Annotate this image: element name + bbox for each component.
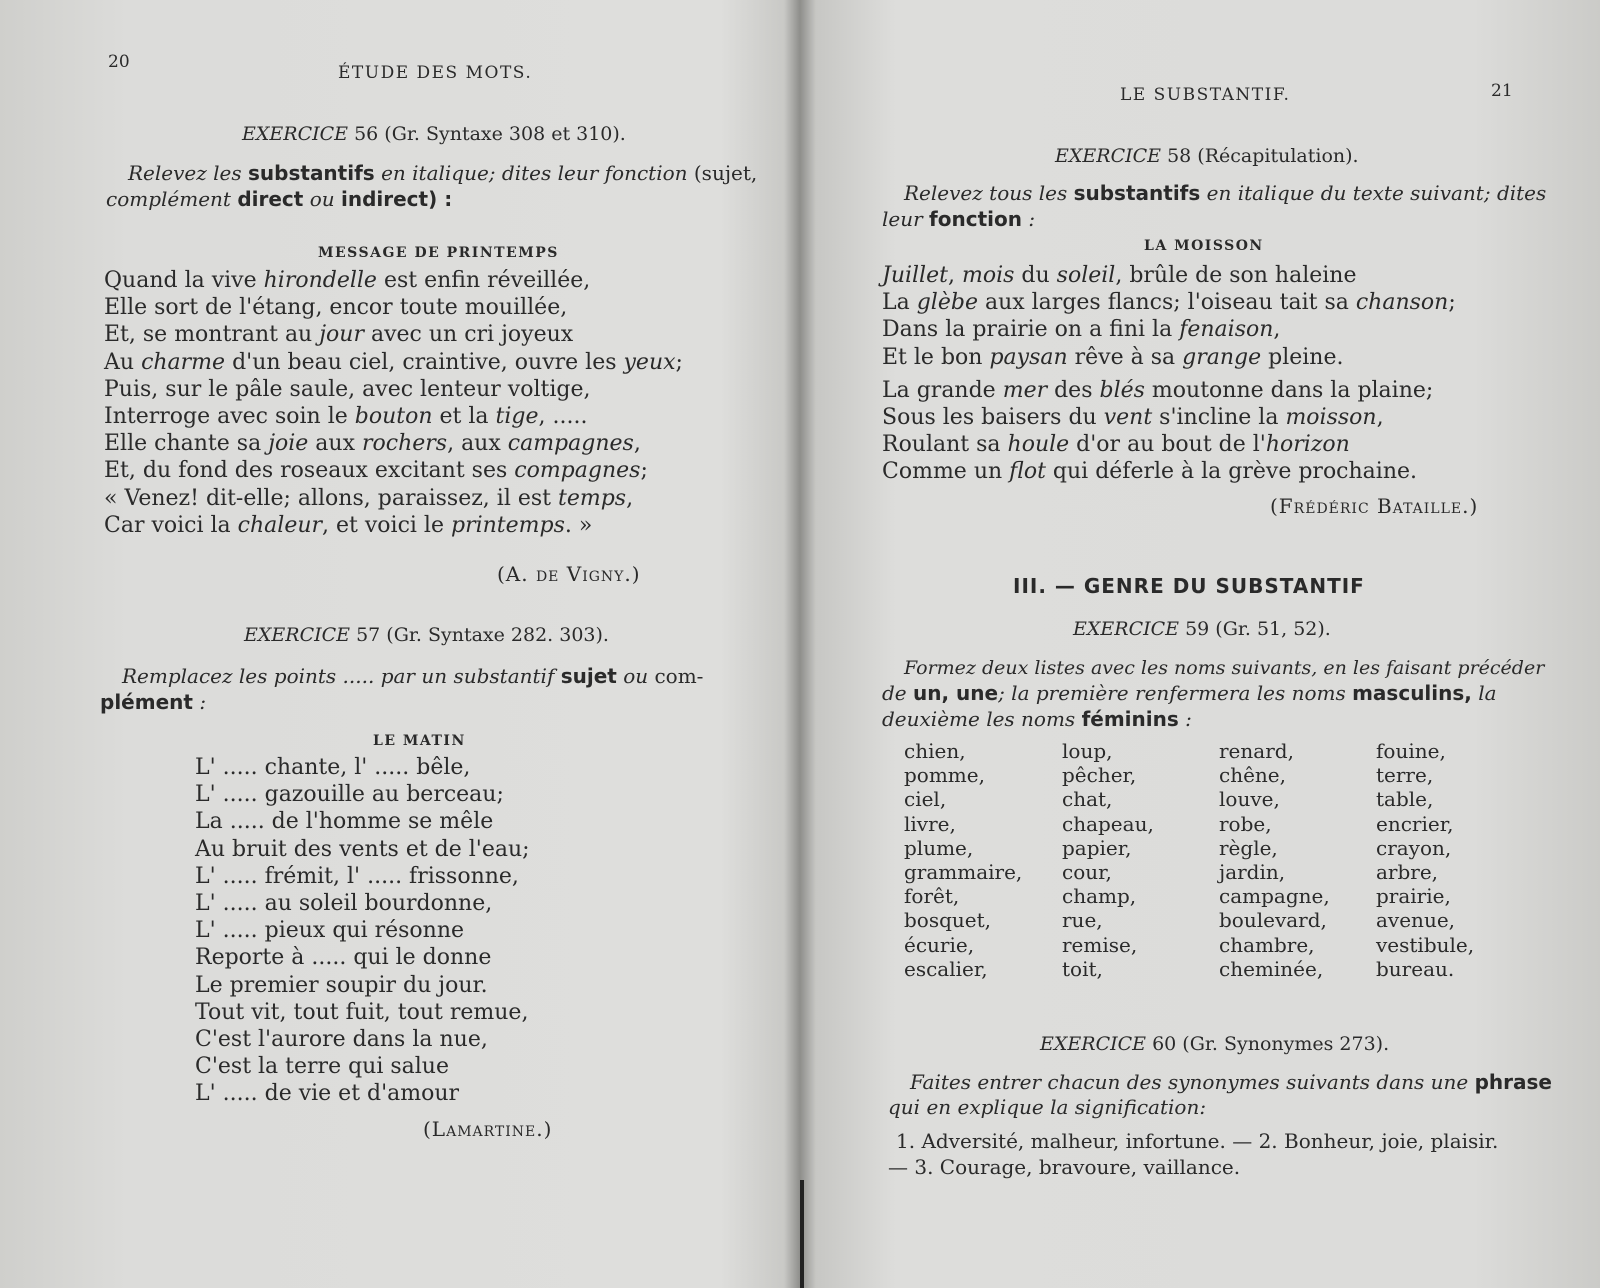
instr-text: : [1185,707,1192,731]
exercise-label: EXERCICE [244,624,351,646]
poem-line: Au bruit des vents et de l'eau; [195,836,530,862]
noun-column-1 [904,739,1022,981]
exercise-60-instruction-line1 [910,1069,1552,1096]
poem-author: (Frédéric Bataille.) [1270,494,1479,518]
noun-item: robe, [1219,811,1272,836]
poem-line: C'est l'aurore dans la nue, [195,1027,488,1053]
exercise-ref: 56 (Gr. Syntaxe 308 et 310). [354,123,626,145]
instr-text: en italique; dites leur fonction [381,161,688,185]
exercise-57-heading [244,624,609,646]
instr-keyword: féminins [1081,707,1179,731]
poem-line: Et, du fond des roseaux excitant ses compagnes; [104,458,648,484]
exercise-ref: 57 (Gr. Syntaxe 282. 303). [356,624,609,646]
exercise-56-instruction-line1 [128,160,757,187]
instr-text: : [1028,207,1036,231]
noun-item: pêcher, [1062,763,1137,788]
poem-message-de-printemps [104,267,683,539]
noun-item: avenue, [1376,908,1456,933]
instr-text: ou [623,664,649,688]
binding-gutter [800,1180,804,1288]
exercise-59-heading [1073,618,1331,640]
noun-item: rue, [1062,908,1103,933]
poem-line: La grande mer des blés moutonne dans la plaine; [882,377,1434,403]
poem-line: C'est la terre qui salue [195,1054,449,1080]
poem-line: L' ..... de vie et d'amour [195,1081,460,1107]
instr-text: ; la première renfermera les noms [998,681,1346,705]
exercise-60-instruction-line2: qui en explique la signification: [888,1095,1207,1119]
poem-line: L' ..... au soleil bourdonne, [195,891,493,917]
noun-item: chêne, [1219,763,1286,788]
instr-text: ou [309,187,335,211]
poem-line: Dans la prairie on a fini la fenaison, [882,317,1281,343]
exercise-label: EXERCICE [1073,618,1180,640]
running-head: ÉTUDE DES MOTS. [338,63,533,83]
instr-text: Relevez les [128,161,242,185]
noun-item: chapeau, [1062,811,1154,836]
poem-author: (Lamartine.) [423,1117,553,1141]
poem-title: LE MATIN [373,733,466,749]
poem-line: Tout vit, tout fuit, tout remue, [195,999,529,1025]
noun-item: arbre, [1376,860,1439,885]
poem-title: LA MOISSON [1144,238,1264,254]
noun-item: pomme, [904,763,985,788]
poem-line: L' ..... frémit, l' ..... frissonne, [195,863,519,889]
noun-item: ciel, [904,787,947,812]
exercise-57-instruction-line1 [122,663,703,690]
exercise-label: EXERCICE [1040,1033,1147,1055]
noun-item: papier, [1062,835,1132,860]
poem-line: Quand la vive hirondelle est enfin réveillée, [104,268,591,293]
poem-line: Elle chante sa joie aux rochers, aux campagnes, [104,431,641,457]
noun-item: grammaire, [904,860,1023,885]
exercise-60-heading [1040,1033,1389,1055]
poem-line: L' ..... chante, l' ..... bêle, [195,755,471,780]
poem-line: « Venez! dit-elle; allons, paraissez, il est temps, [104,485,634,511]
poem-line: Et le bon paysan rêve à sa grange pleine. [882,344,1344,370]
poem-title: MESSAGE DE PRINTEMPS [318,245,559,261]
instr-keyword: fonction [929,207,1022,231]
instr-keyword: indirect) : [340,187,453,211]
noun-item: escalier, [904,956,988,981]
instr-keyword: direct [237,187,304,211]
noun-item: bureau. [1376,956,1455,981]
noun-column-3 [1219,739,1330,981]
noun-item: encrier, [1376,811,1454,836]
exercise-59-instruction-line3 [882,706,1192,733]
exercise-57-instruction-line2 [100,689,206,716]
noun-item: vestibule, [1376,932,1475,957]
exercise-ref: 59 (Gr. 51, 52). [1185,618,1331,640]
instr-text: (sujet, [693,161,758,185]
noun-column-2 [1062,739,1154,981]
noun-item: renard, [1219,739,1294,763]
instr-text: com- [654,664,704,688]
instr-keyword: substantifs [1073,181,1201,205]
noun-item: crayon, [1376,835,1452,860]
noun-item: cheminée, [1219,956,1324,981]
exercise-56-heading [242,123,626,145]
noun-item: plume, [904,835,974,860]
instr-text: de [882,681,907,705]
noun-item: forêt, [904,884,960,909]
poem-line: Reporte à ..... qui le donne [195,945,492,971]
poem-la-moisson [882,262,1456,486]
poem-line: La ..... de l'homme se mêle [195,809,494,835]
instr-text: : [199,690,207,714]
exercise-label: EXERCICE [242,123,349,145]
noun-item: livre, [904,811,956,836]
poem-line: Puis, sur le pâle saule, avec lenteur voltige, [104,376,591,402]
noun-item: campagne, [1219,884,1330,909]
noun-item: chien, [904,739,966,763]
instr-text: en italique du texte suivant; dites [1206,181,1547,205]
poem-line: Comme un flot qui déferle à la grève prochaine. [882,459,1418,485]
exercise-58-heading [1055,145,1359,167]
poem-line: Roulant sa houle d'or au bout de l'horizon [882,432,1350,458]
section-title: III. — GENRE DU SUBSTANTIF [1013,574,1365,598]
exercise-59-instruction-line1: Formez deux listes avec les noms suivants, en les faisant précéder [904,657,1545,679]
instr-keyword: substantifs [248,161,375,185]
poem-line: Car voici la chaleur, et voici le printemps. » [104,512,593,538]
poem-line: Le premier soupir du jour. [195,972,488,998]
poem-line: L' ..... gazouille au berceau; [195,782,504,808]
noun-item: table, [1376,787,1434,812]
noun-item: écurie, [904,932,975,957]
instr-keyword: sujet [560,664,617,688]
exercise-56-instruction-line2 [106,186,452,213]
poem-line: Juillet, mois du soleil, brûle de son haleine [882,263,1357,288]
noun-item: règle, [1219,835,1278,860]
noun-item: bosquet, [904,908,992,933]
noun-item: boulevard, [1219,908,1327,933]
poem-line: Sous les baisers du vent s'incline la moisson, [882,405,1384,431]
instr-text: Faites entrer chacun des synonymes suivants dans une [910,1070,1469,1094]
instr-keyword: phrase [1474,1070,1552,1094]
noun-item: louve, [1219,787,1280,812]
exercise-60-items-line2: — 3. Courage, bravoure, vaillance. [888,1155,1241,1179]
instr-text: complément [106,187,231,211]
noun-item: loup, [1062,739,1113,763]
instr-text: deuxième les noms [882,707,1076,731]
exercise-59-instruction-line2 [882,680,1497,707]
noun-item: chat, [1062,787,1113,812]
noun-item: cour, [1062,860,1112,885]
page-number: 21 [1491,81,1513,101]
poem-author: (A. de Vigny.) [497,562,641,586]
noun-column-4 [1376,739,1474,981]
noun-item: jardin, [1219,860,1286,885]
left-page [0,0,795,1288]
instr-keyword: plément [100,690,193,714]
noun-item: fouine, [1376,739,1446,763]
instr-keyword: un, une [913,681,999,705]
instr-text: la [1478,681,1497,705]
page-number: 20 [108,52,130,72]
noun-item: remise, [1062,932,1138,957]
poem-line: L' ..... pieux qui résonne [195,918,465,944]
exercise-ref: 58 (Récapitulation). [1167,145,1359,167]
instr-keyword: masculins, [1352,681,1472,705]
running-head: LE SUBSTANTIF. [1120,85,1291,105]
noun-item: toit, [1062,956,1103,981]
exercise-60-items-line1: 1. Adversité, malheur, infortune. — 2. Bonheur, joie, plaisir. [896,1129,1499,1153]
poem-line: Au charme d'un beau ciel, craintive, ouvre les yeux; [104,349,683,375]
instr-text: Relevez tous les [904,181,1068,205]
instr-text: leur [882,207,923,231]
poem-line: Et, se montrant au jour avec un cri joyeux [104,322,574,348]
exercise-label: EXERCICE [1055,145,1162,167]
noun-item: terre, [1376,763,1434,788]
exercise-ref: 60 (Gr. Synonymes 273). [1152,1033,1390,1055]
poem-line: Interroge avec soin le bouton et la tige, ..... [104,404,588,430]
noun-item: champ, [1062,884,1137,909]
poem-line: Elle sort de l'étang, encor toute mouillée, [104,295,568,321]
poem-line: La glèbe aux larges flancs; l'oiseau tait sa chanson; [882,290,1456,316]
exercise-58-instruction-line2 [882,206,1035,233]
instr-text: Remplacez les points ..... par un substantif [122,664,555,688]
poem-le-matin [195,754,530,1108]
noun-item: chambre, [1219,932,1315,957]
exercise-58-instruction-line1 [904,180,1546,207]
right-page [808,0,1600,1288]
noun-item: prairie, [1376,884,1451,909]
